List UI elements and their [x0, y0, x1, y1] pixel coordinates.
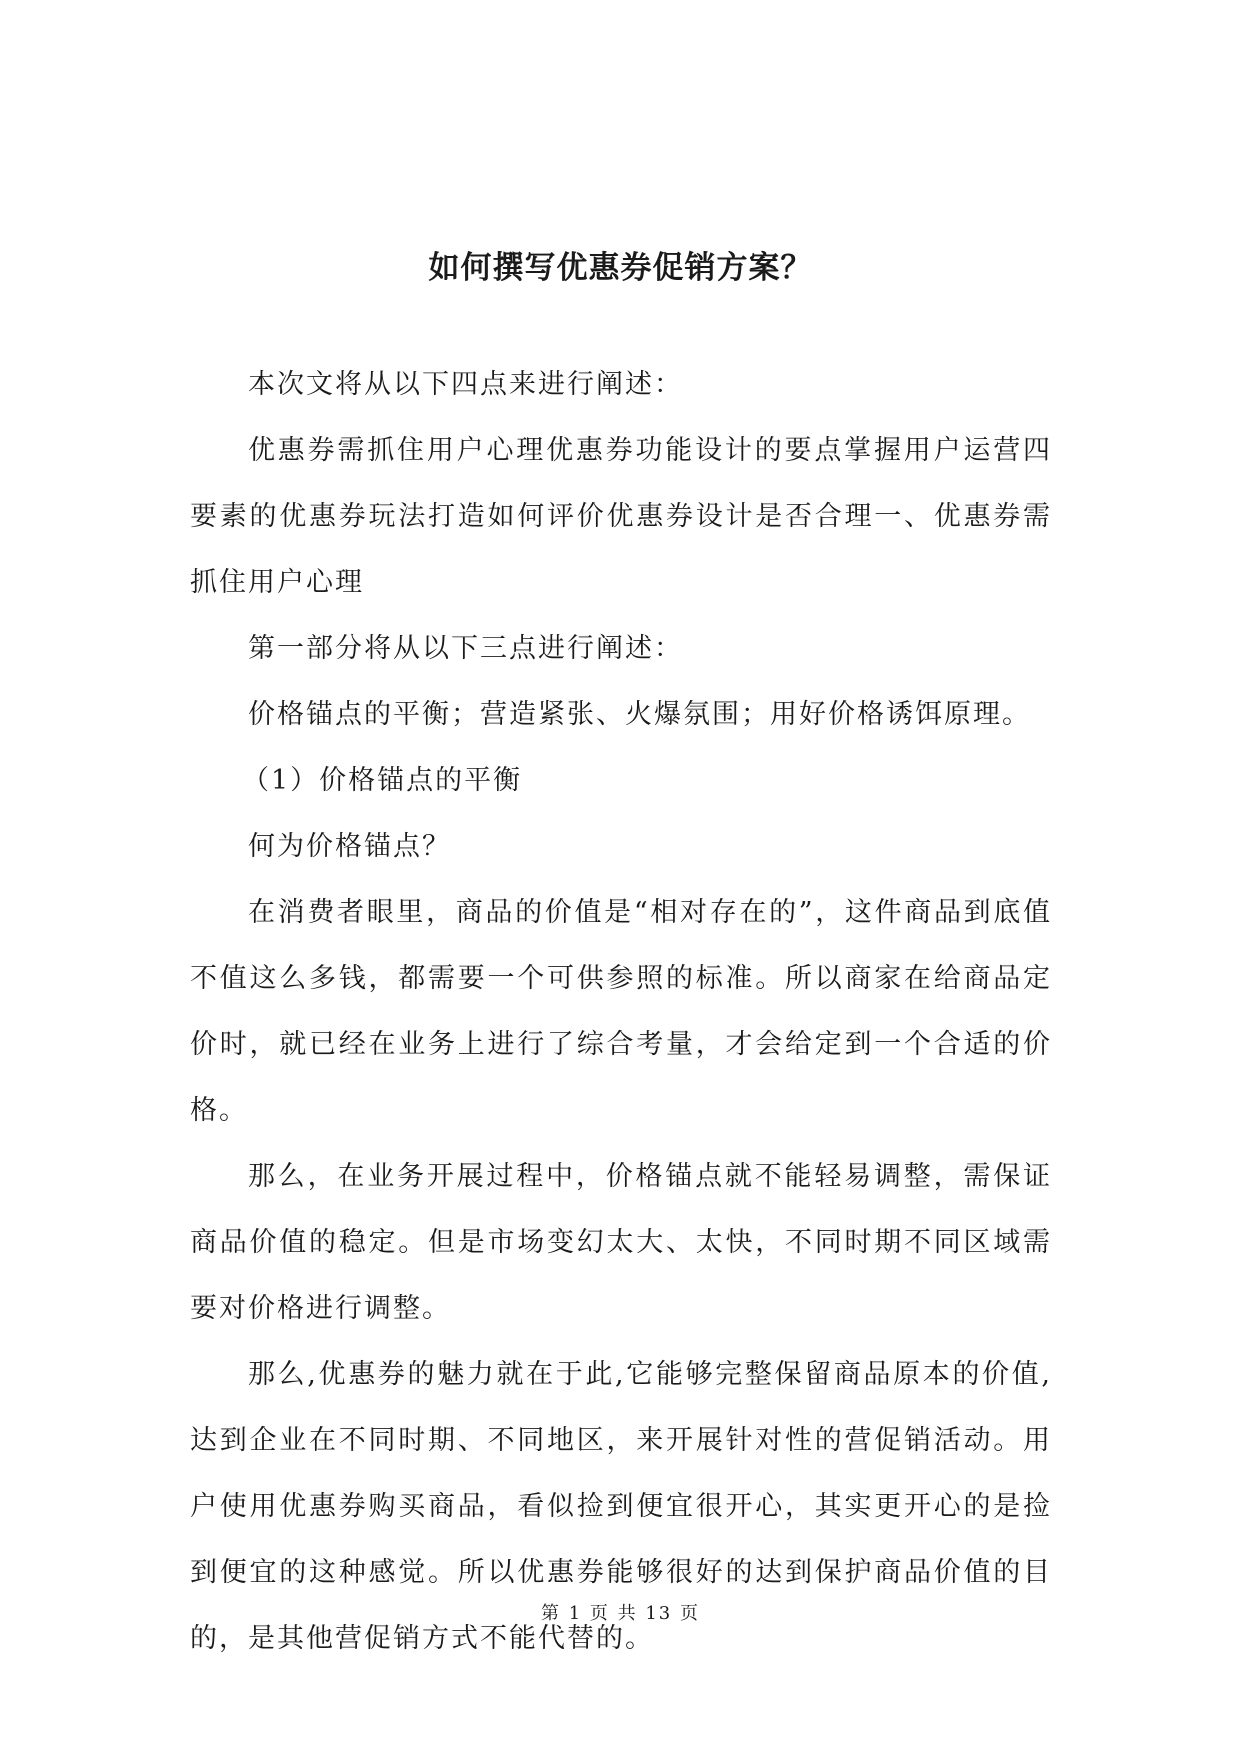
paragraph-intro: 本次文将从以下四点来进行阐述： — [248, 369, 683, 400]
section-heading-price-anchor: （1）价格锚点的平衡 — [242, 765, 523, 796]
document-title: 如何撰写优惠券促销方案？ — [428, 249, 813, 286]
paragraph-price-stability: 那么，在业务开展过程中，价格锚点就不能轻易调整，需保证商品价值的稳定。但是市场变幻太大、太快，不同时期不同区域需要对价格进行调整。 — [190, 1161, 1052, 1324]
paragraph-part-one-intro: 第一部分将从以下三点进行阐述： — [248, 633, 683, 664]
paragraph-part-one-points: 价格锚点的平衡；营造紧张、火爆氛围；用好价格诱饵原理。 — [248, 699, 1031, 730]
paragraph-question: 何为价格锚点？ — [248, 831, 451, 862]
paragraph-outline: 优惠券需抓住用户心理优惠券功能设计的要点掌握用户运营四要素的优惠券玩法打造如何评价优惠券设计是否合理一、优惠券需抓住用户心理 — [190, 435, 1052, 598]
paragraph-consumer-value: 在消费者眼里，商品的价值是“相对存在的”，这件商品到底值不值这么多钱，都需要一个可供参照的标准。所以商家在给商品定价时，就已经在业务上进行了综合考量，才会给定到一个合适的价格。 — [190, 897, 1052, 1126]
paragraph-coupon-charm: 那么,优惠券的魅力就在于此,它能够完整保留商品原本的价值,达到企业在不同时期、不同地区，来开展针对性的营促销活动。用户使用优惠券购买商品，看似捡到便宜很开心，其实更开心的是捡到便宜的这种感觉。所以优惠券能够很好的达到保护商品价值的目的，是其他营促销方式不能代替的。 — [190, 1359, 1052, 1654]
page-number-footer: 第 1 页 共 13 页 — [541, 1603, 700, 1624]
document-body — [190, 352, 1052, 1672]
